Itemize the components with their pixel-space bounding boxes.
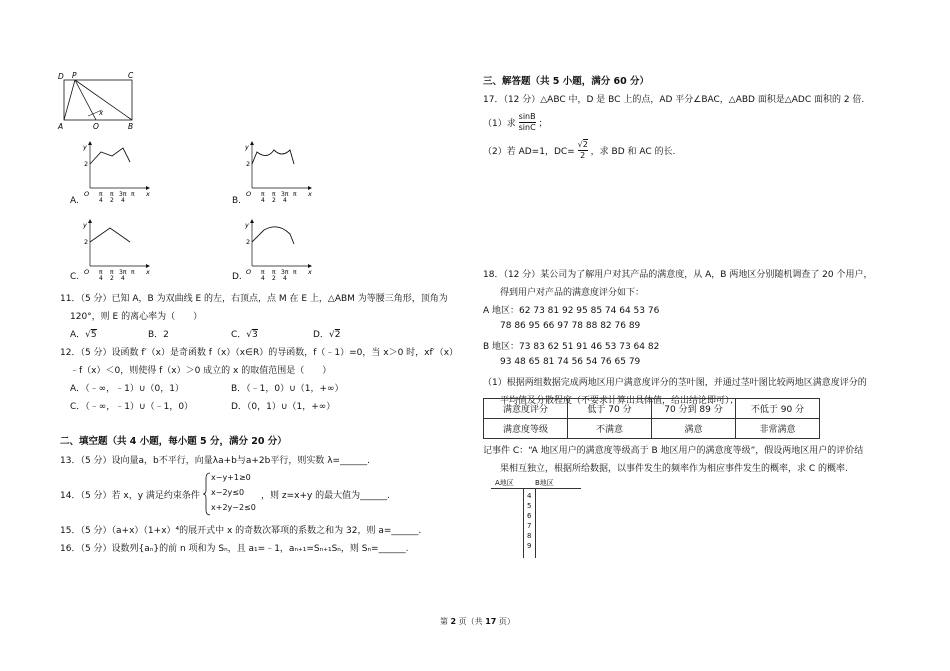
- q14-constraint-1: x−y+1≥0: [211, 473, 251, 482]
- frac-den: sinC: [518, 123, 536, 132]
- svg-text:π: π: [99, 269, 103, 276]
- graph-b: [242, 140, 314, 202]
- svg-text:π: π: [261, 191, 265, 198]
- label-c: C: [128, 71, 134, 80]
- svg-text:4: 4: [283, 275, 287, 280]
- stem-a-header: A地区: [495, 479, 514, 487]
- stem-8: 8: [527, 532, 532, 540]
- svg-text:y: y: [245, 143, 249, 151]
- svg-text:π: π: [99, 191, 103, 198]
- svg-text:x: x: [308, 190, 312, 198]
- svg-text:y: y: [83, 221, 87, 229]
- graph-a: [80, 140, 152, 202]
- section-2-heading: 二、填空题（共 4 小题，每小题 5 分，满分 20 分）: [60, 436, 287, 447]
- table-cell: 非常满意: [736, 419, 820, 439]
- frac-num: sinB: [518, 112, 536, 121]
- q18-part3a: 记事件 C：“A 地区用户的满意度等级高于 B 地区用户的满意度等级”，假设两地区用户的评价结: [483, 446, 864, 456]
- svg-text:π: π: [110, 191, 114, 198]
- stem-6: 6: [527, 512, 532, 520]
- svg-text:2: 2: [84, 238, 89, 246]
- stem-b-header: B地区: [535, 479, 554, 487]
- q14-prefix: 14．（5 分）若 x，y 满足约束条件: [60, 491, 200, 501]
- table-cell: 满意: [652, 419, 736, 439]
- option-b-label: B.: [232, 196, 242, 206]
- svg-text:x: x: [308, 268, 312, 276]
- svg-text:4: 4: [121, 197, 125, 202]
- svg-text:2: 2: [246, 238, 251, 246]
- q18-part3b: 果相互独立，根据所给数据，以事件发生的频率作为相应事件发生的概率，求 C 的概率.: [500, 464, 848, 474]
- svg-text:π: π: [110, 269, 114, 276]
- svg-text:4: 4: [121, 275, 125, 280]
- q12-line1: 12．（5 分）设函数 f′（x）是奇函数 f（x）（x∈R）的导函数，f（﹣1）=0，当 x＞0 时，xf′（x）: [60, 348, 459, 358]
- svg-text:2: 2: [110, 275, 114, 280]
- q15: 15．（5 分）（a+x）（1+x）⁴的展开式中 x 的奇数次幂项的系数之和为 32，则 a=______.: [60, 526, 422, 536]
- q18-part1a: （1）根据两组数据完成两地区用户满意度评分的茎叶图，并通过茎叶图比较两地区满意度评分的: [483, 378, 867, 388]
- q12-line2: ﹣f（x）＜0，则使得 f（x）＞0 成立的 x 的取值范围是（ ）: [70, 366, 332, 376]
- q18-line1: 18．（12 分）某公司为了解用户对其产品的满意度，从 A，B 两地区分别随机调查了 20 个用户，: [483, 270, 873, 280]
- q16: 16．（5 分）设数列{aₙ}的前 n 项和为 Sₙ，且 a₁=﹣1，aₙ₊₁=Sₙ₊₁Sₙ，则 Sₙ=______.: [60, 544, 409, 554]
- graph-c: [80, 218, 152, 280]
- q11-line1: 11．（5 分）已知 A，B 为双曲线 E 的左，右顶点，点 M 在 E 上，△ABM 为等腰三角形，顶角为: [60, 294, 448, 304]
- q11-option-c: C．√3: [231, 330, 258, 340]
- page-footer: 第 2 页（共 17 页）: [440, 617, 515, 626]
- rectangle-figure: [55, 70, 140, 132]
- table-cell: 满意度评分: [484, 399, 568, 419]
- region-b-row2: 93 48 65 81 74 56 54 76 65 79: [500, 357, 641, 367]
- q11-option-b: B．2: [148, 330, 169, 340]
- svg-text:3π: 3π: [119, 269, 127, 276]
- q17-part1: （1）求 $\frac{\sin B}{\sin C}$ ；: [483, 112, 548, 132]
- table-row: [484, 399, 820, 419]
- svg-text:π: π: [261, 269, 265, 276]
- svg-text:2: 2: [272, 197, 276, 202]
- svg-text:4: 4: [99, 197, 103, 202]
- svg-text:4: 4: [99, 275, 103, 280]
- label-o: O: [93, 122, 99, 131]
- svg-text:O: O: [246, 190, 252, 198]
- svg-text:π: π: [131, 191, 135, 198]
- label-p: P: [72, 71, 77, 80]
- constraint-brace: [203, 472, 211, 516]
- svg-text:π: π: [293, 269, 297, 276]
- satisfaction-table: [483, 398, 820, 439]
- q11-option-d: D．√2: [313, 330, 341, 340]
- q14-constraint-3: x+2y−2≤0: [211, 503, 256, 512]
- graph-d: [242, 218, 314, 280]
- q12-option-b: B．（﹣1，0）∪（1，+∞）: [231, 384, 344, 394]
- stem-4: 4: [527, 492, 532, 500]
- table-cell: 不满意: [568, 419, 652, 439]
- svg-text:O: O: [246, 268, 252, 276]
- label-d: D: [58, 72, 64, 81]
- svg-text:4: 4: [261, 275, 265, 280]
- region-a-row1: A 地区：62 73 81 92 95 85 74 64 53 76: [483, 306, 660, 316]
- region-b-row1: B 地区：73 83 62 51 91 46 53 73 64 82: [483, 342, 660, 352]
- label-a: A: [58, 122, 64, 131]
- q12-option-a: A．（﹣∞，﹣1）∪（0，1）: [70, 384, 184, 394]
- label-b: B: [128, 122, 134, 131]
- q13: 13．（5 分）设向量a，b不平行，向量λa+b与a+2b平行，则实数 λ=______.: [60, 456, 370, 466]
- table-cell: 满意度等级: [484, 419, 568, 439]
- svg-text:3π: 3π: [281, 191, 289, 198]
- q17: 17．（12 分）△ABC 中，D 是 BC 上的点，AD 平分∠BAC，△ABD 面积是△ADC 面积的 2 倍.: [483, 95, 865, 105]
- svg-text:x: x: [146, 268, 150, 276]
- svg-text:3π: 3π: [119, 191, 127, 198]
- region-a-row2: 78 86 95 66 97 78 88 82 76 89: [500, 321, 641, 331]
- svg-text:2: 2: [246, 160, 251, 168]
- q11-option-a: A．√5: [70, 330, 97, 340]
- option-c-label: C.: [70, 272, 80, 282]
- option-a-label: A.: [70, 196, 79, 206]
- svg-text:y: y: [245, 221, 249, 229]
- stem-5: 5: [527, 502, 532, 510]
- stem-7: 7: [527, 522, 532, 530]
- q11-line2: 120°，则 E 的离心率为（ ）: [70, 312, 203, 322]
- table-cell: 70 分到 89 分: [652, 399, 736, 419]
- svg-text:y: y: [83, 143, 87, 151]
- svg-text:π: π: [293, 191, 297, 198]
- q14-suffix: ，则 z=x+y 的最大值为______.: [261, 491, 391, 501]
- svg-text:π: π: [272, 269, 276, 276]
- svg-text:2: 2: [110, 197, 114, 202]
- table-row: [484, 419, 820, 439]
- svg-text:2: 2: [84, 160, 89, 168]
- svg-text:x: x: [146, 190, 150, 198]
- q12-option-d: D．（0，1）∪（1，+∞）: [231, 402, 336, 412]
- svg-text:4: 4: [283, 197, 287, 202]
- q18-line2: 得到用户对产品的满意度评分如下：: [500, 288, 645, 298]
- svg-text:π: π: [272, 191, 276, 198]
- svg-text:π: π: [131, 269, 135, 276]
- svg-text:2: 2: [272, 275, 276, 280]
- q14-constraint-2: x−2y≤0: [211, 488, 245, 497]
- q12-option-c: C．（﹣∞，﹣1）∪（﹣1，0）: [70, 402, 194, 412]
- table-cell: 不低于 90 分: [736, 399, 820, 419]
- table-cell: 低于 70 分: [568, 399, 652, 419]
- svg-text:4: 4: [261, 197, 265, 202]
- svg-text:3π: 3π: [281, 269, 289, 276]
- q18-part1b: 平均值及分散程度（不要求计算出具体值，给出结论即可）；: [500, 396, 739, 406]
- section-3-heading: 三、解答题（共 5 小题，满分 60 分）: [483, 76, 650, 87]
- stem-9: 9: [527, 542, 532, 550]
- q17-part2: （2）若 AD=1，DC= $\frac{√2}{2}$ ，求 BD 和 AC 的长.: [483, 140, 676, 160]
- option-d-label: D.: [232, 272, 242, 282]
- svg-text:O: O: [84, 268, 90, 276]
- label-x: x: [99, 109, 104, 117]
- svg-text:O: O: [84, 190, 90, 198]
